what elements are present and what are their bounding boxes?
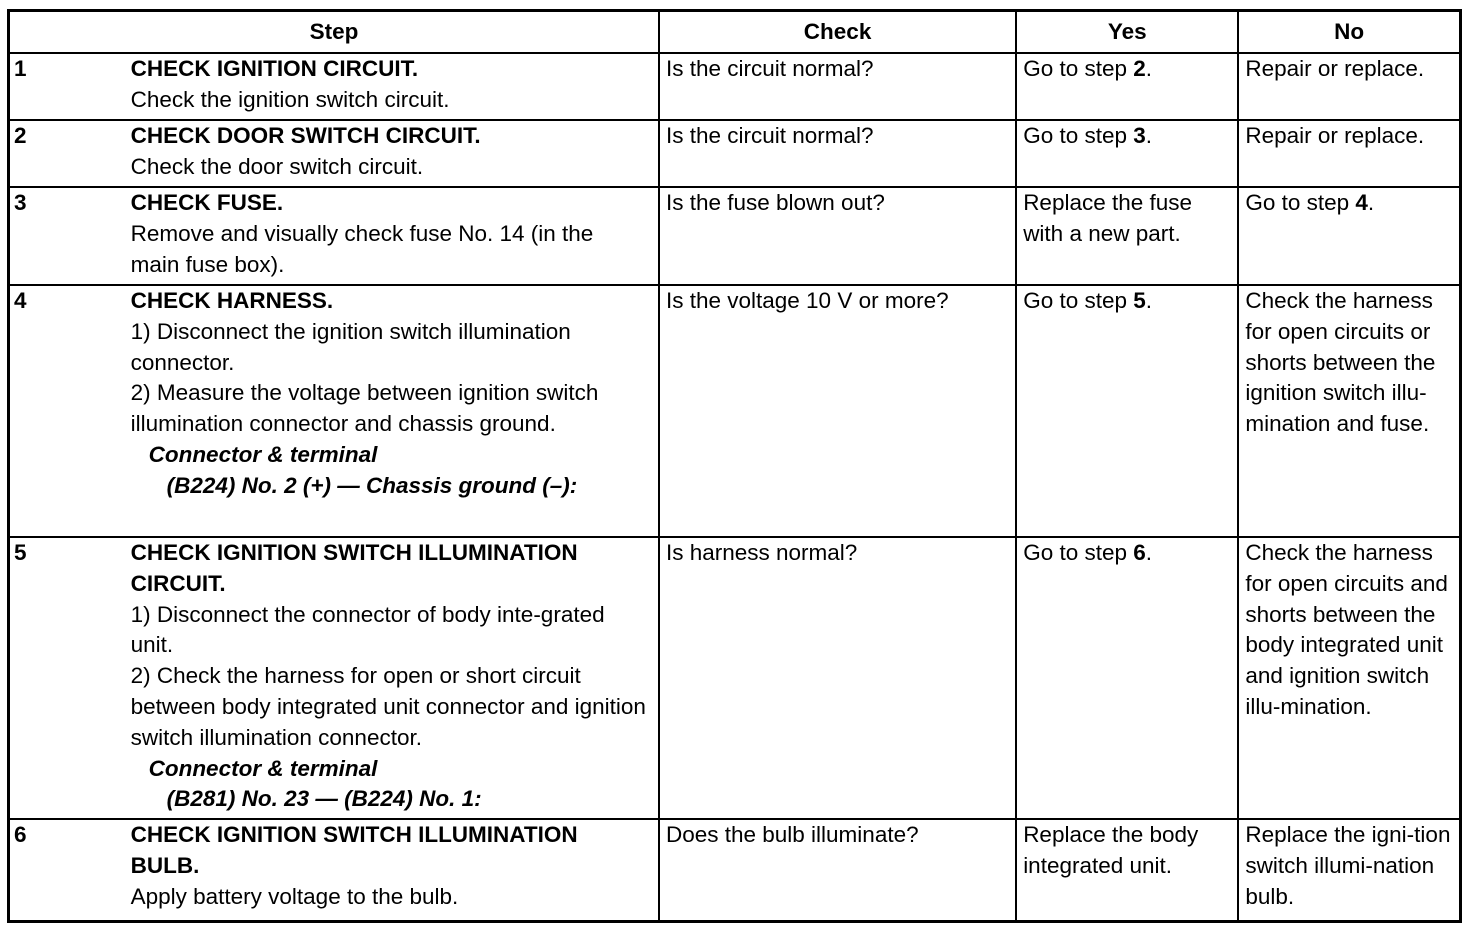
step-description xyxy=(129,120,659,187)
table-row xyxy=(9,120,1461,187)
step-number: 6 xyxy=(9,819,129,921)
yes-cell xyxy=(1016,120,1238,187)
spec-value: (B281) No. 23 — (B224) No. 1: xyxy=(166,786,482,812)
check-cell: Is the circuit normal? xyxy=(659,120,1016,187)
yes-step-ref: 3 xyxy=(1133,123,1146,148)
step-number: 1 xyxy=(9,53,129,120)
yes-cell xyxy=(1016,285,1238,537)
check-cell: Is the fuse blown out? xyxy=(659,187,1016,285)
step-description xyxy=(129,819,659,921)
step-line: Check the door switch circuit. xyxy=(130,153,424,179)
yes-text: Go to step xyxy=(1023,288,1134,313)
yes-step-ref: 5 xyxy=(1133,288,1146,313)
yes-cell: Replace the fuse with a new part. xyxy=(1016,187,1238,285)
step-line: 2) Measure the voltage between ignition switch illumination connector and chassis ground. xyxy=(130,380,599,437)
no-cell: Repair or replace. xyxy=(1238,120,1460,187)
table-row xyxy=(9,285,1461,537)
spec-label: Connector & terminal xyxy=(148,441,378,467)
yes-suffix: . xyxy=(1145,540,1153,565)
step-title: CHECK IGNITION SWITCH ILLUMINATION BULB. xyxy=(130,822,578,878)
yes-step-ref: 6 xyxy=(1133,540,1146,565)
table-row xyxy=(9,537,1461,819)
yes-text: Go to step xyxy=(1023,56,1134,81)
step-line: 1) Disconnect the ignition switch illumination connector. xyxy=(130,318,571,375)
no-cell: Check the harness for open circuits and shorts between the body integrated unit and ignition switch illu-mination. xyxy=(1238,537,1460,819)
step-description xyxy=(129,53,659,120)
no-step-ref: 4 xyxy=(1355,190,1368,215)
header-yes: Yes xyxy=(1016,11,1238,54)
no-cell: Replace the igni-tion switch illumi-nation bulb. xyxy=(1238,819,1460,921)
yes-text: Go to step xyxy=(1023,123,1134,148)
table-row xyxy=(9,53,1461,120)
step-line: Check the ignition switch circuit. xyxy=(130,86,450,112)
check-cell: Does the bulb illuminate? xyxy=(659,819,1016,921)
step-number: 2 xyxy=(9,120,129,187)
yes-cell xyxy=(1016,537,1238,819)
step-title: CHECK DOOR SWITCH CIRCUIT. xyxy=(130,123,481,148)
spec-label: Connector & terminal xyxy=(148,755,378,781)
yes-suffix: . xyxy=(1145,56,1153,81)
step-line: Apply battery voltage to the bulb. xyxy=(130,883,459,909)
yes-text: Go to step xyxy=(1023,540,1134,565)
table-row xyxy=(9,187,1461,285)
header-no: No xyxy=(1238,11,1460,54)
step-description xyxy=(129,537,659,819)
no-text: Go to step xyxy=(1245,190,1356,215)
header-step: Step xyxy=(9,11,659,54)
table-row xyxy=(9,819,1461,921)
check-cell: Is the voltage 10 V or more? xyxy=(659,285,1016,537)
yes-cell xyxy=(1016,53,1238,120)
step-title: CHECK IGNITION SWITCH ILLUMINATION CIRCUIT. xyxy=(130,540,578,596)
step-line: 2) Check the harness for open or short circuit between body integrated unit connector and ignition switch illumination connector. xyxy=(130,663,646,750)
check-cell: Is the circuit normal? xyxy=(659,53,1016,120)
no-cell: Check the harness for open circuits or shorts between the ignition switch illu-mination and fuse. xyxy=(1238,285,1460,537)
no-cell xyxy=(1238,187,1460,285)
no-suffix: . xyxy=(1367,190,1375,215)
spec-value: (B224) No. 2 (+) — Chassis ground (–): xyxy=(166,472,578,498)
step-number: 3 xyxy=(9,187,129,285)
step-line: Remove and visually check fuse No. 14 (in the main fuse box). xyxy=(130,220,594,277)
step-number: 4 xyxy=(9,285,129,537)
yes-cell: Replace the body integrated unit. xyxy=(1016,819,1238,921)
yes-suffix: . xyxy=(1145,123,1153,148)
table-header-row xyxy=(9,11,1461,54)
step-number: 5 xyxy=(9,537,129,819)
step-description xyxy=(129,187,659,285)
no-cell: Repair or replace. xyxy=(1238,53,1460,120)
header-check: Check xyxy=(659,11,1016,54)
step-title: CHECK IGNITION CIRCUIT. xyxy=(130,56,419,81)
diagnostic-table xyxy=(7,9,1462,923)
yes-suffix: . xyxy=(1145,288,1153,313)
yes-step-ref: 2 xyxy=(1133,56,1146,81)
step-line: 1) Disconnect the connector of body inte-grated unit. xyxy=(130,601,605,658)
check-cell: Is harness normal? xyxy=(659,537,1016,819)
step-title: CHECK FUSE. xyxy=(130,190,284,215)
step-title: CHECK HARNESS. xyxy=(130,288,334,313)
step-description xyxy=(129,285,659,537)
